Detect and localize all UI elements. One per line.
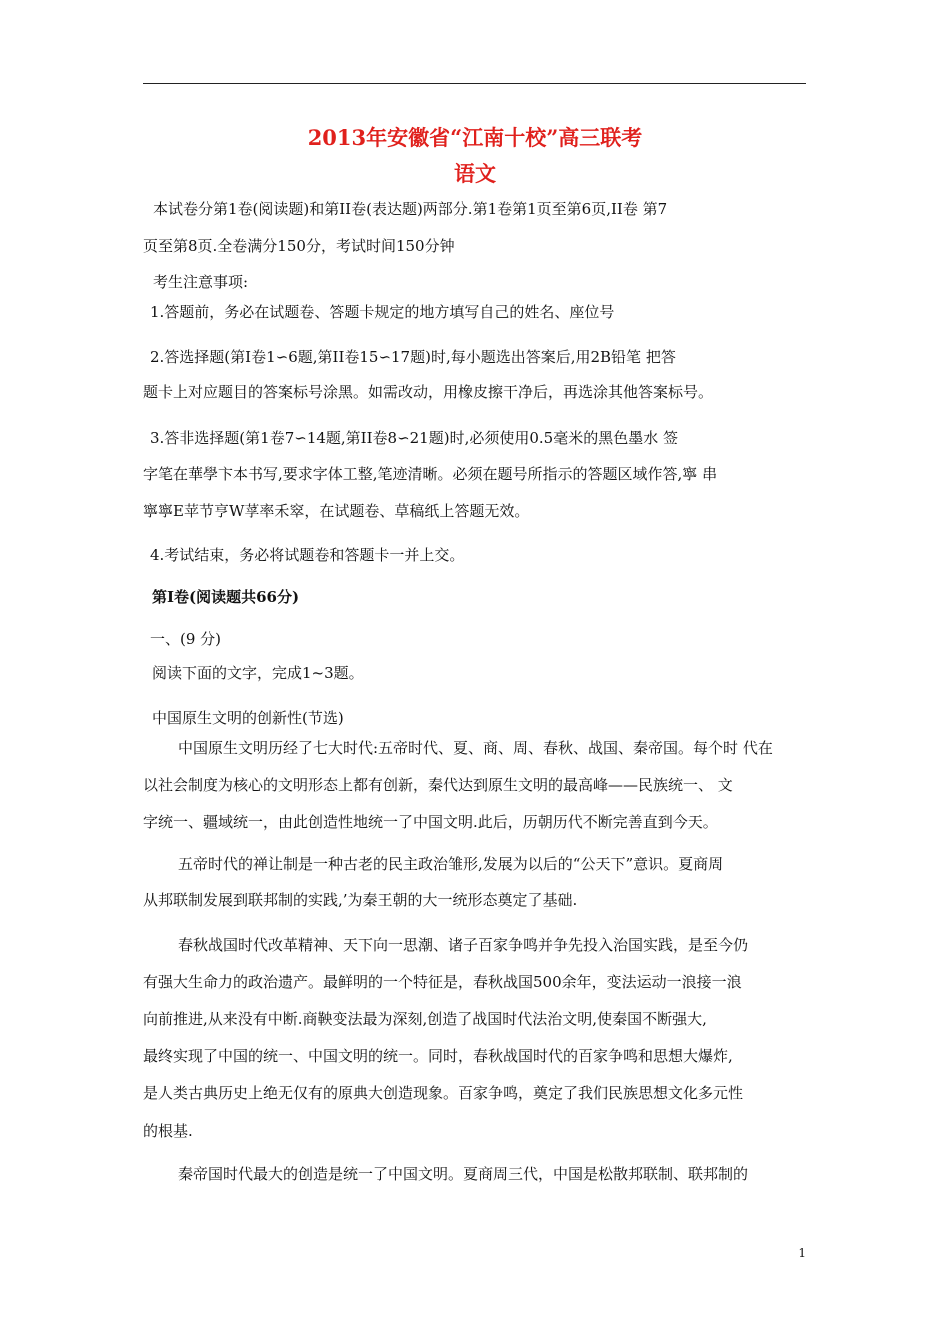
page-number: 1 [798, 1246, 806, 1260]
header-rule [143, 83, 806, 84]
article-p2-line-2: 从邦联制发展到联邦制的实践,’为秦王朝的大一统形态奠定了基础. [143, 891, 578, 909]
notice-heading: 考生注意事项: [153, 273, 249, 291]
article-p3-line-2: 有强大生命力的政治遗产。最鲜明的一个特征是，春秋战国500余年，变法运动一浪接一浪 [143, 973, 742, 991]
intro-line-1: 本试卷分第1卷(阅读题)和第II卷(表达题)两部分.第1卷第1页至第6页,II卷 第7 [153, 200, 668, 218]
notice-4: 4.考试结束，务必将试题卷和答题卡一并上交。 [150, 546, 465, 564]
notice-3-line-3: 寧寧E苹节亨W莩率禾窣，在试题卷、草稿纸上答题无效。 [143, 502, 530, 520]
article-p3-line-1: 春秋战国时代改革精神、天下向一思潮、诸子百家争鸣并争先投入治国实践，是至今仍 [178, 936, 749, 954]
article-p1-line-1: 中国原生文明历经了七大时代:五帝时代、夏、商、周、春秋、战国、秦帝国。每个时 代在 [178, 739, 773, 757]
article-p2-line-1: 五帝时代的禅让制是一种古老的民主政治雏形,发展为以后的“公天下”意识。夏商周 [178, 855, 724, 873]
exam-subject: 语文 [454, 161, 496, 186]
article-title: 中国原生文明的创新性(节选) [152, 709, 344, 727]
notice-2-line-2: 题卡上对应题目的答案标号涂黑。如需改动，用橡皮擦干净后，再选涂其他答案标号。 [143, 383, 714, 401]
article-p1-line-3: 字统一、疆域统一，由此创造性地统一了中国文明.此后，历朝历代不断完善直到今天。 [143, 813, 718, 831]
intro-line-2: 页至第8页.全卷满分150分，考试时间150分钟 [143, 237, 455, 255]
section-heading: 第I卷(阅读题共66分) [152, 588, 300, 606]
part-label: 一、(9 分) [150, 630, 222, 648]
article-p3-line-6: 的根基. [143, 1122, 193, 1140]
article-p1-line-2: 以社会制度为核心的文明形态上都有创新，秦代达到原生文明的最高峰——民族统一、 文 [143, 776, 733, 794]
article-p4-line-1: 秦帝国时代最大的创造是统一了中国文明。夏商周三代，中国是松散邦联制、联邦制的 [178, 1165, 749, 1183]
instruction: 阅读下面的文字，完成1~3题。 [152, 664, 364, 682]
article-p3-line-3: 向前推进,从来没有中断.商鞅变法最为深刻,创造了战国时代法治文明,使秦国不断强大, [143, 1010, 707, 1028]
notice-1: 1.答题前，务必在试题卷、答题卡规定的地方填写自己的姓名、座位号 [150, 303, 615, 321]
exam-title: 2013年安徽省“江南十校”高三联考 [307, 125, 643, 150]
notice-3-line-2: 字笔在華學卞本书写,要求字体工整,笔迹清晰。必须在题号所指示的答题区域作答,寧 串 [143, 465, 718, 483]
notice-3-line-1: 3.答非选择题(第1卷7∽14题,第II卷8∽21题)时,必须使用0.5毫米的黑色墨水 签 [150, 429, 678, 447]
notice-2-line-1: 2.答选择题(第I卷1∽6题,第II卷15∽17题)时,每小题选出答案后,用2B铅笔 把答 [150, 348, 676, 366]
article-p3-line-4: 最终实现了中国的统一、中国文明的统一。同时，春秋战国时代的百家争鸣和思想大爆炸, [143, 1047, 733, 1065]
article-p3-line-5: 是人类古典历史上绝无仅有的原典大创造现象。百家争鸣，奠定了我们民族思想文化多元性 [143, 1084, 744, 1102]
